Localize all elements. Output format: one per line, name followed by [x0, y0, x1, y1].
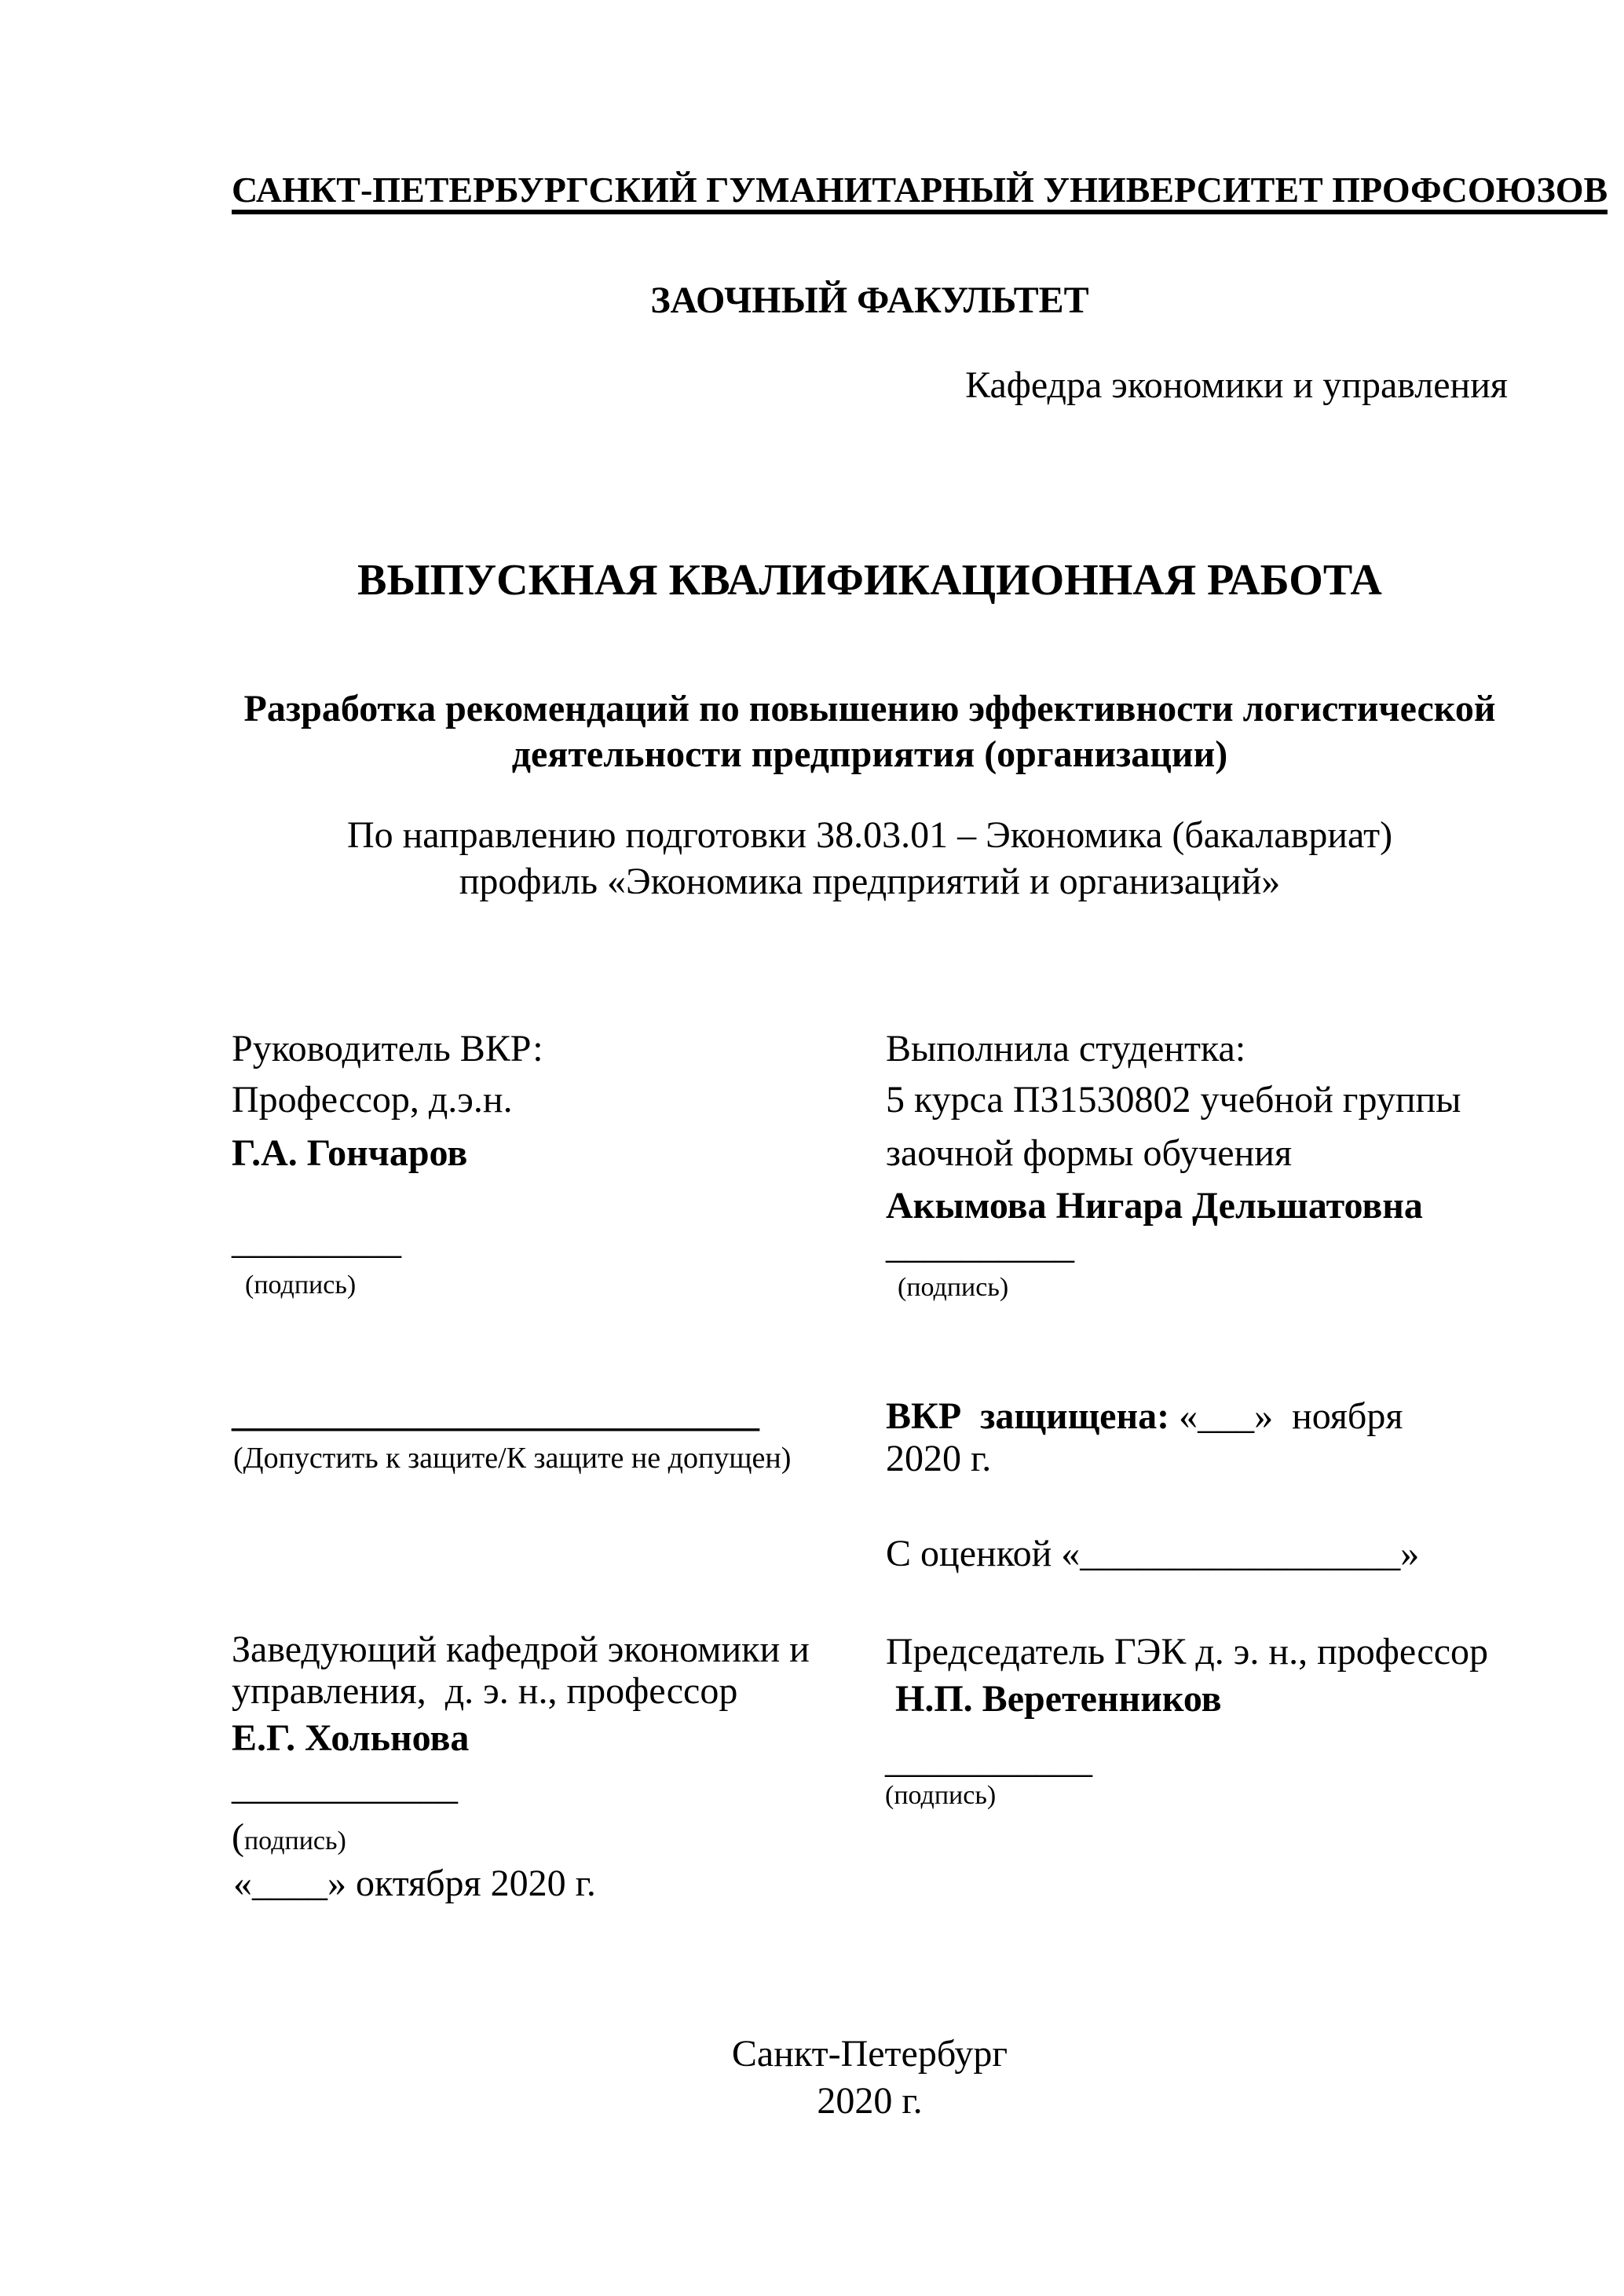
program-line-2: профиль «Экономика предприятий и организаций»	[459, 861, 1281, 902]
admission-caption: (Допустить к защите/К защите не допущен)	[233, 1442, 792, 1475]
gek-chairman-signature-caption: (подпись)	[885, 1781, 997, 1810]
defense-year: 2020 г.	[886, 1438, 992, 1479]
student-form: заочной формы обучения	[886, 1132, 1293, 1174]
supervisor-role: Руководитель ВКР:	[232, 1028, 543, 1069]
admission-line: ____________________________	[232, 1393, 759, 1435]
dept-head-caption-text: подпись)	[243, 1826, 346, 1855]
supervisor-signature-caption: (подпись)	[245, 1270, 357, 1300]
gek-chairman-name: Н.П. Веретенников	[886, 1678, 1222, 1720]
grade-line: С оценкой «_________________»	[886, 1533, 1420, 1574]
dept-head-date: «____» октября 2020 г.	[233, 1863, 596, 1904]
student-label: Выполнила студентка:	[886, 1028, 1246, 1069]
program-line-1: По направлению подготовки 38.03.01 – Экономика (бакалавриат)	[346, 814, 1393, 856]
student-signature-line: __________	[886, 1225, 1074, 1267]
dept-head-role-line-2: управления, д. э. н., профессор	[232, 1670, 738, 1712]
defense-status-label: ВКР защищена:	[886, 1395, 1170, 1437]
dept-head-name: Е.Г. Хольнова	[232, 1717, 470, 1759]
supervisor-degree: Профессор, д.э.н.	[232, 1079, 513, 1121]
student-name: Акымова Нигара Дельшатовна	[886, 1185, 1423, 1227]
department-title: Кафедра экономики и управления	[965, 364, 1508, 406]
footer-year: 2020 г.	[817, 2080, 923, 2122]
supervisor-name: Г.А. Гончаров	[232, 1132, 468, 1174]
defense-status-date: «___» ноября	[1169, 1395, 1403, 1437]
dept-head-signature-caption	[232, 1816, 346, 1858]
defense-status-line	[886, 1395, 1403, 1437]
dept-head-signature-line: ____________	[232, 1766, 458, 1808]
gek-chairman-role: Председатель ГЭК д. э. н., профессор	[886, 1631, 1488, 1673]
footer-city: Санкт-Петербург	[731, 2033, 1008, 2075]
student-group: 5 курса ПЗ1530802 учебной группы	[886, 1079, 1461, 1121]
gek-chairman-signature-line: ___________	[885, 1739, 1092, 1781]
work-type-title: ВЫПУСКНАЯ КВАЛИФИКАЦИОННАЯ РАБОТА	[357, 556, 1382, 605]
student-signature-caption: (подпись)	[898, 1273, 1009, 1302]
thesis-title-line-2: деятельности предприятия (организации)	[511, 733, 1228, 775]
faculty-title: ЗАОЧНЫЙ ФАКУЛЬТЕТ	[650, 280, 1089, 321]
dept-head-role-line-1: Заведующий кафедрой экономики и	[232, 1629, 810, 1670]
university-header	[232, 170, 1608, 214]
dept-head-caption-paren: (	[232, 1816, 244, 1858]
thesis-title-line-1: Разработка рекомендаций по повышению эффективности логистической	[243, 688, 1496, 729]
supervisor-signature-line: _________	[232, 1220, 401, 1262]
university-title: САНКТ-ПЕТЕРБУРГСКИЙ ГУМАНИТАРНЫЙ УНИВЕРСИТЕТ ПРОФСОЮЗОВ	[232, 170, 1608, 214]
